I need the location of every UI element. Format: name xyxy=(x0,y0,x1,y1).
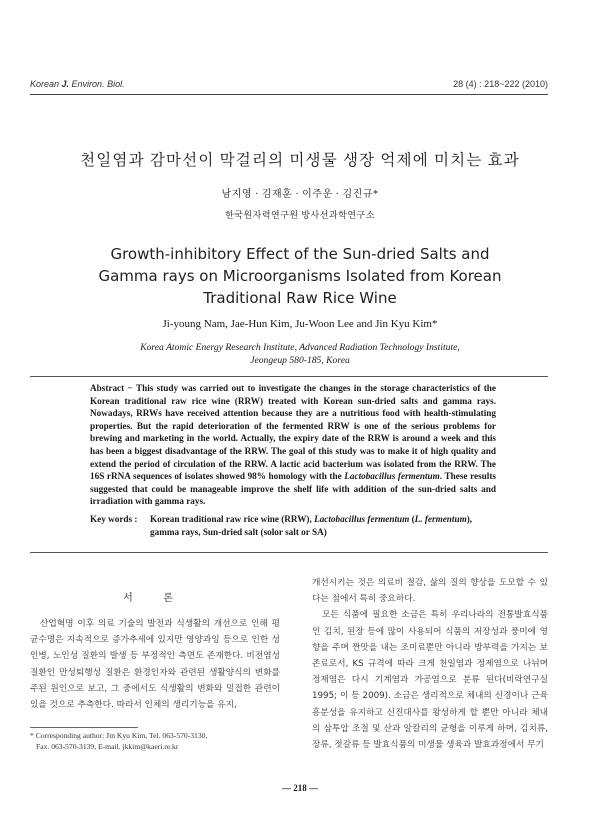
footnote-rule xyxy=(30,727,138,728)
keywords: Key words : Korean traditional raw rice wine (RRW), Lactobacillus fermentum (L. fermentum), gamma rays, Sun-dried salt (solor salt or SA) xyxy=(90,513,510,539)
species-name: Lactobacillus fermentum xyxy=(344,471,440,482)
english-affiliation: Korea Atomic Energy Research Institute, Advanced Radiation Technology Institute, Jeongeup 580-185, Korea xyxy=(140,342,460,366)
header-rule xyxy=(30,94,548,95)
keywords-label: Key words : xyxy=(90,514,138,524)
body-paragraph: 모든 식품에 필요한 소금은 특히 우리나라의 전통발효식품인 김치, 된장 등에 많이 사용되어 식품의 저장성과 풍미에 영향을 주며 짠맛을 내는 조미료뿐만 아니라 방부력을 가지는 보존료로서, KS 규격에 따라 크게 천일염과 정제염으로 나뉘며 정제염은 다시 기계염과 가공염으로 분류 된다(비락연구실 1995; 이 등 2009). 소금은 생리적으로 체내의 신경이나 근육 흥분성을 유지하고 신진대사를 왕성하게 할 뿐만 아니라 체내의 삼투압 조절 및 산과 알칼리의 균형을 이루게 하며, 김치류, 장류, 젓갈류 등 발효식품의 미생물 생육과 발효과정에서 무기 xyxy=(312,610,548,751)
page-number: — 218 — xyxy=(282,783,318,793)
korean-title: 천일염과 감마선이 막걸리의 미생물 생장 억제에 미치는 효과 xyxy=(80,152,520,169)
journal-name: Korean J. Environ. Biol. xyxy=(30,79,125,89)
body-paragraph: 산업혁명 이후 의료 기술의 발전과 식생활의 개선으로 인해 평균수명은 지속적으로 증가추세에 있지만 영양과잉 등으로 인한 성인병, 노인성 질환의 발생 등 부정적인 측면도 존재한다. 비전염성 질환인 만성퇴행성 질환은 환경인자와 관련된 생활양식의 변화를 주된 원인으로 보고, 그 중에서도 식생활의 변화와 밀접한 관련이 있을 것으로 추측한다. 따라서 인체의 생리기능을 유지, xyxy=(30,619,280,711)
abstract-label: Abstract xyxy=(90,383,125,393)
english-title-line: Traditional Raw Rice Wine xyxy=(203,289,397,307)
english-authors: Ji-young Nam, Jae-Hun Kim, Ju-Woon Lee and Jin Kyu Kim* xyxy=(162,318,438,330)
abstract-text: This study was carried out to investigate the changes in the storage characteristics of the Korean traditional raw rice wine (RRW) treated with Korean sun-dried salts and gamma rays. Nowadays, RRWs have received attention because they are a nutritious food with health-stimulating properties. But the rapid deterioration of the fermented RRW is one of the serious problems for brewing and marketing in the world. Actually, the expiry date of the RRW is around a week and this has been a biggest disadvantage of the RRW. The goal of this study was to make it of high quality and extend the period of circulation of the RRW. A lactic acid bacterium was isolated from the RRW. The 16S rRNA sequences of isolates showed 98% homology with the xyxy=(90,383,496,482)
korean-affiliation: 한국원자력연구원 방사선과학연구소 xyxy=(225,210,375,220)
keywords-bottom-rule xyxy=(30,552,548,553)
abstract-top-rule xyxy=(30,376,548,377)
english-title xyxy=(60,243,540,309)
english-title-line: Gamma rays on Microorganisms Isolated from Korean xyxy=(98,267,502,285)
right-column xyxy=(312,575,548,753)
corresponding-author-footnote: * Corresponding author: Jin Kyu Kim, Tel. 063-570-3130, Fax. 063-570-3139, E-mail. jkkim@kaeri.re.kr xyxy=(30,731,208,751)
left-column xyxy=(30,575,280,713)
korean-authors: 남지영 · 김재훈 · 이주운 · 김진규* xyxy=(221,189,379,200)
english-title-line: Growth-inhibitory Effect of the Sun-dried Salts and xyxy=(110,245,490,263)
running-header xyxy=(30,79,548,89)
body-paragraph: 개선시키는 것은 의료비 절감, 삶의 질의 향상을 도모할 수 있다는 점에서 특히 중요하다. xyxy=(312,578,548,605)
keywords-line2: gamma rays, Sun-dried salt (solor salt or SA) xyxy=(150,527,327,537)
section-heading-introduction: 서 론 xyxy=(123,593,187,604)
abstract: Abstract − This study was carried out to investigate the changes in the storage characteristics of the Korean traditional raw rice wine (RRW) treated with Korean sun-dried salts and gamma rays. Nowadays, RRWs have received attention because they are a nutritious food with health-stimulating properties. But the rapid deterioration of the fermented RRW is one of the serious problems for brewing and marketing in the world. Actually, the expiry date of the RRW is around a week and this has been a biggest disadvantage of the RRW. The goal of this study was to make it of high quality and extend the period of circulation of the RRW. A lactic acid bacterium was isolated from the RRW. The 16S rRNA sequences of isolates showed 98% homology with the Lactobacillus fermentum. These results suggested that could be manageable improve the shelf life with addition of the sun-dried salts and irradiation with gamma rays. xyxy=(90,383,496,507)
volume-pages: 28 (4) : 218~222 (2010) xyxy=(453,79,548,89)
